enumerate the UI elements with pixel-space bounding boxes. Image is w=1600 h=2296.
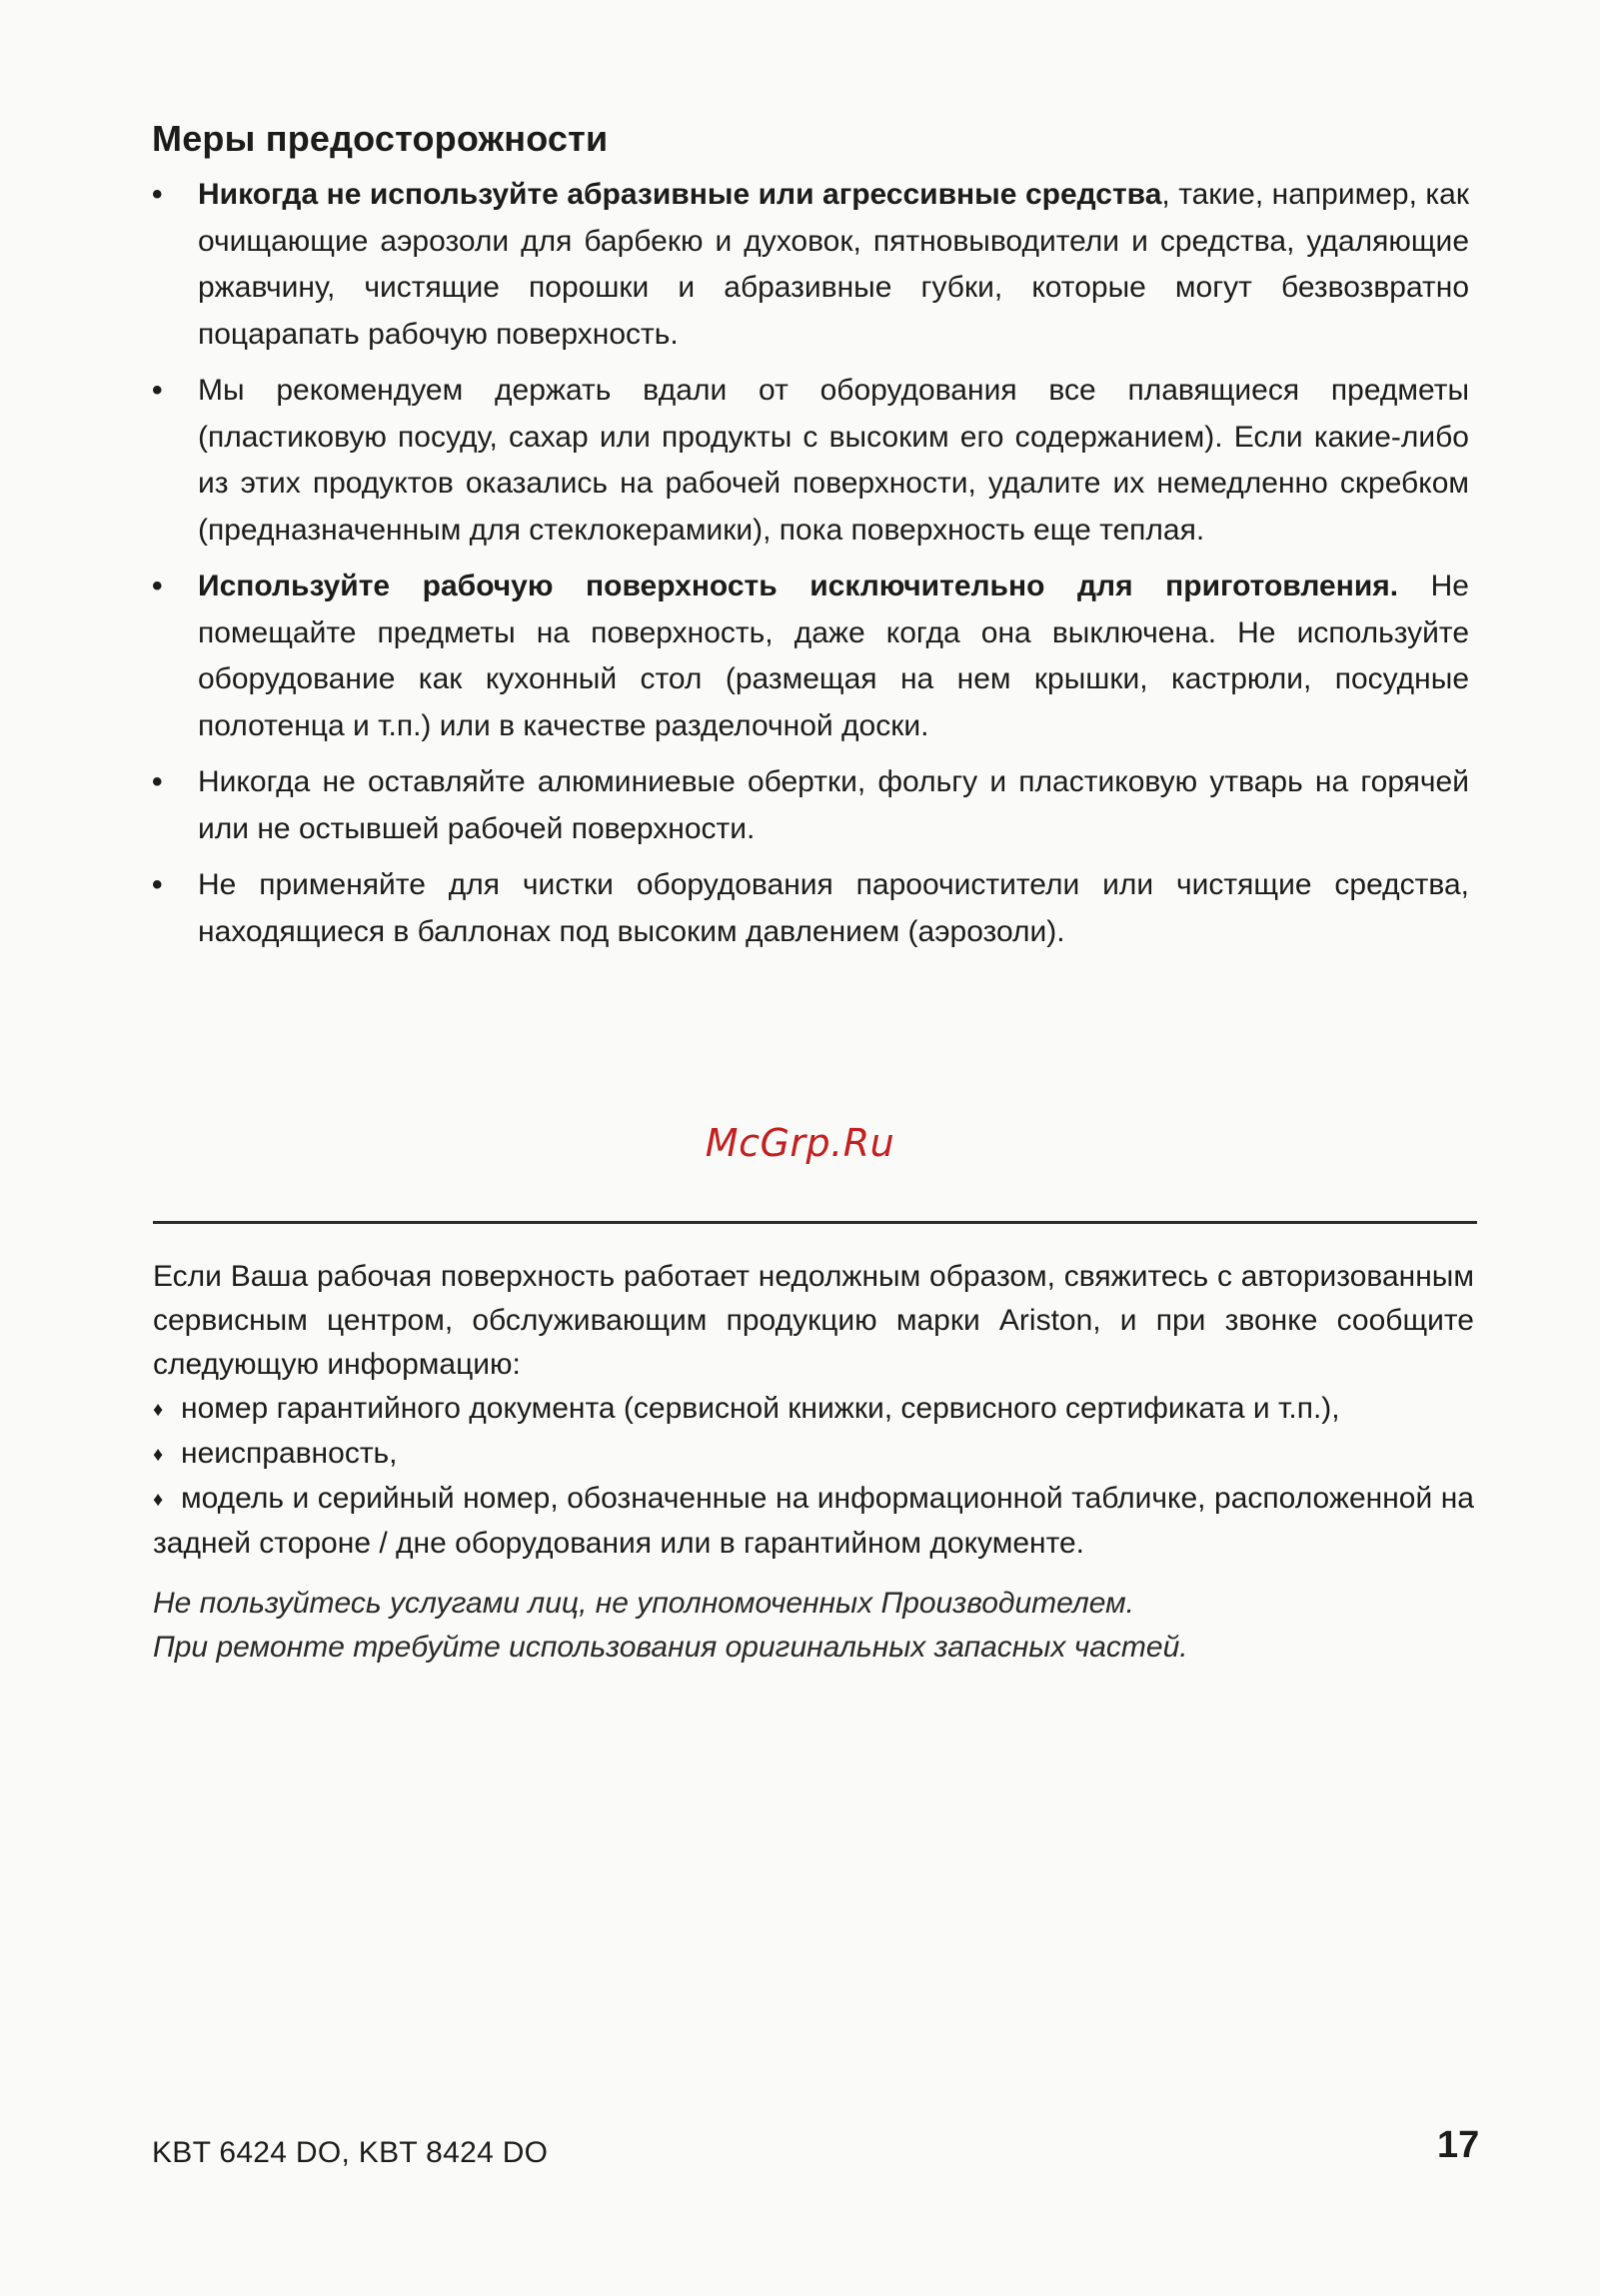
list-item-text: Мы рекомендуем держать вдали от оборудования все плавящиеся предметы (пластиковую посуду, сахар или продукты с высоким его содержанием). Если какие-либо из этих продуктов оказались на рабочей поверхности, удалите их немедленно скребком (предназначенным для стеклокерамики), пока поверхность еще теплая. [198, 374, 1469, 547]
list-item [150, 862, 1469, 955]
diamond-bullet-icon: ♦ [153, 1444, 164, 1466]
list-item-text: Никогда не оставляйте алюминиевые обертки, фольгу и пластиковую утварь на горячей или не остывшей рабочей поверхности. [198, 765, 1469, 845]
list-item-text: модель и серийный номер, обозначенные на информационной табличке, расположенной на задней стороне / дне оборудования или в гарантийном документе. [153, 1482, 1474, 1560]
list-item-text: Не помещайте предметы на поверхность, даже когда она выключена. Не используйте оборудование как кухонный стол (размещая на нем крышки, кастрюли, посудные полотенца и т.п.) или в качестве разделочной доски. [198, 570, 1469, 742]
watermark-link[interactable]: McGrp.Ru [705, 1121, 895, 1165]
bullet-icon: • [152, 178, 163, 211]
service-info [153, 1255, 1474, 1670]
diamond-bullet-icon: ♦ [153, 1399, 164, 1421]
list-item [150, 368, 1469, 554]
notice-line: Не пользуйтесь услугами лиц, не уполномоченных Производителем. [153, 1587, 1134, 1620]
list-item [150, 564, 1469, 749]
bullet-icon: • [152, 570, 163, 602]
list-item-bold: Никогда не используйте абразивные или агрессивные средства [198, 178, 1162, 211]
list-item-bold: Используйте рабочую поверхность исключительно для приготовления. [198, 570, 1399, 602]
bullet-icon: • [152, 374, 163, 407]
diamond-bullet-icon: ♦ [153, 1489, 164, 1511]
list-item [153, 1477, 1474, 1566]
page-number: 17 [1437, 2124, 1480, 2166]
service-intro: Если Ваша рабочая поверхность работает недолжным образом, свяжитесь с авторизованным сервисным центром, обслуживающим продукцию марки Ariston, и при звонке сообщите следующую информацию: [153, 1260, 1474, 1381]
precautions-list [150, 172, 1469, 965]
divider [153, 1221, 1477, 1224]
list-item [153, 1432, 1474, 1477]
list-item [153, 1387, 1474, 1432]
section-title: Меры предосторожности [152, 118, 609, 159]
service-notice [153, 1582, 1474, 1670]
list-item-text: Не применяйте для чистки оборудования пароочистители или чистящие средства, находящиеся в баллонах под высоким давлением (аэрозоли). [198, 868, 1469, 948]
notice-line: При ремонте требуйте использования оригинальных запасных частей. [153, 1631, 1188, 1664]
bullet-icon: • [152, 765, 163, 798]
footer-model: KBT 6424 DO, KBT 8424 DO [152, 2136, 549, 2169]
list-item-text: номер гарантийного документа (сервисной книжки, сервисного сертификата и т.п.), [181, 1392, 1340, 1425]
list-item [150, 759, 1469, 852]
bullet-icon: • [152, 868, 163, 901]
list-item [150, 172, 1469, 358]
list-item-text: неисправность, [181, 1437, 398, 1470]
list-item-text: , такие, например, как очищающие аэрозоли для барбекю и духовок, пятновыводители и средства, удаляющие ржавчину, чистящие порошки и абразивные губки, которые могут безвозвратно поцарапать рабочую поверхность. [198, 178, 1469, 351]
